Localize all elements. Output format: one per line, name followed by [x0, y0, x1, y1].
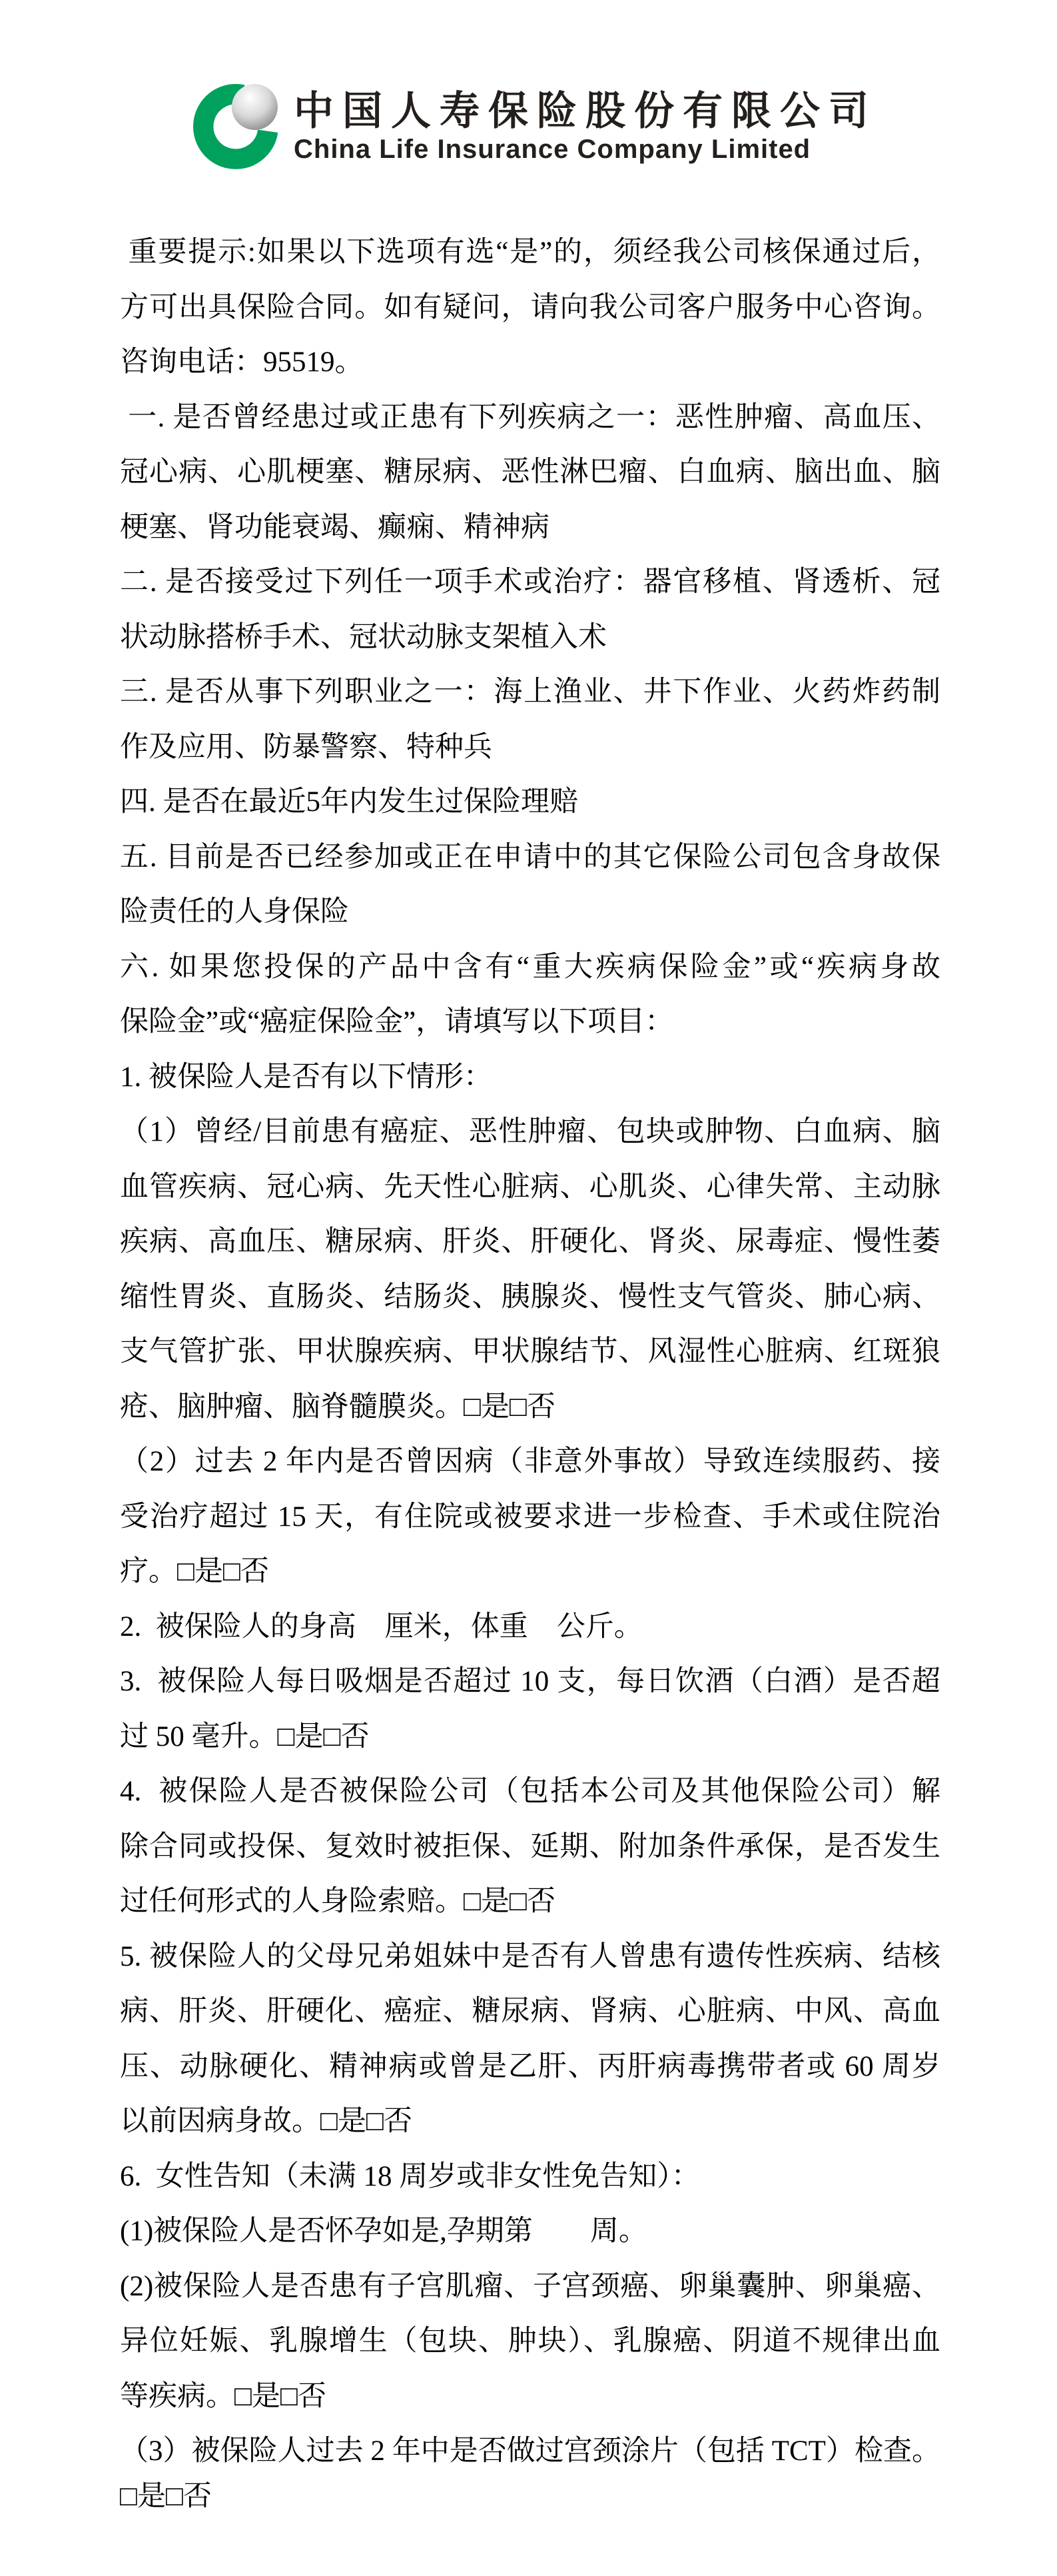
china-life-logo: [192, 83, 280, 171]
document-line: 病、肝炎、肝硬化、癌症、糖尿病、肾病、心脏病、中风、高血: [120, 1996, 940, 2027]
document-line: 支气管扩张、甲状腺疾病、甲状腺结节、风湿性心脏病、红斑狼: [120, 1336, 940, 1367]
document-line: 二. 是否接受过下列任一项手术或治疗：器官移植、肾透析、冠: [120, 566, 940, 598]
document-line: 四. 是否在最近5年内发生过保险理赔: [120, 786, 578, 818]
document-line: 2. 被保险人的身高 厘米，体重 公斤。: [120, 1610, 643, 1642]
document-line: 状动脉搭桥手术、冠状动脉支架植入术: [120, 621, 607, 653]
document-line: 6. 女性告知（未满 18 周岁或非女性免告知）：: [120, 2160, 700, 2192]
document-line: 疾病、高血压、糖尿病、肝炎、肝硬化、肾炎、尿毒症、慢性萎: [120, 1226, 940, 1257]
document-line: 缩性胃炎、直肠炎、结肠炎、胰腺炎、慢性支气管炎、肺心病、: [120, 1281, 940, 1313]
document-line: (2)被保险人是否患有子宫肌瘤、子宫颈癌、卵巢囊肿、卵巢癌、: [120, 2270, 940, 2302]
document-line: 疗。□是□否: [120, 1556, 269, 1587]
document-line: （1）曾经/目前患有癌症、恶性肿瘤、包块或肿物、白血病、脑: [120, 1116, 940, 1147]
company-name-en: China Life Insurance Company Limited: [294, 135, 811, 164]
document-line: 血管疾病、冠心病、先天性心脏病、心肌炎、心律失常、主动脉: [120, 1171, 940, 1203]
company-name-zh: 中国人寿保险股份有限公司: [294, 89, 877, 133]
china-life-logo-graphic: [192, 83, 280, 171]
document-line: 咨询电话：95519。: [120, 346, 364, 378]
document-line: 冠心病、心肌梗塞、糖尿病、恶性淋巴瘤、白血病、脑出血、脑: [120, 456, 940, 488]
document-line: （2）过去 2 年内是否曾因病（非意外事故）导致连续服药、接: [120, 1446, 940, 1477]
document-line: 疮、脑肿瘤、脑脊髓膜炎。□是□否: [120, 1391, 555, 1423]
questionnaire-text: [120, 225, 940, 2514]
document-line: 一. 是否曾经患过或正患有下列疾病之一：恶性肿瘤、高血压、: [120, 401, 940, 433]
document-line: 重要提示:如果以下选项有选“是”的，须经我公司核保通过后，: [120, 237, 940, 268]
document-line: （3）被保险人过去 2 年中是否做过宫颈涂片（包括 TCT）检查。: [120, 2435, 940, 2467]
document-line: 异位妊娠、乳腺增生（包块、肿块）、乳腺癌、阴道不规律出血: [120, 2325, 940, 2357]
document-line: 梗塞、肾功能衰竭、癫痫、精神病: [120, 511, 549, 543]
document-line: 5. 被保险人的父母兄弟姐妹中是否有人曾患有遗传性疾病、结核: [120, 1940, 940, 1972]
document-line: (1)被保险人是否怀孕如是,孕期第 周。: [120, 2216, 647, 2247]
company-title-block: [294, 89, 877, 163]
document-line: 等疾病。□是□否: [120, 2380, 326, 2412]
document-line: 受治疗超过 15 天，有住院或被要求进一步检查、手术或住院治: [120, 1501, 940, 1533]
document-line: 过任何形式的人身险索赔。□是□否: [120, 1886, 555, 1917]
document-line: 方可出具保险合同。如有疑问，请向我公司客户服务中心咨询。: [120, 291, 940, 323]
document-line: 4. 被保险人是否被保险公司（包括本公司及其他保险公司）解: [120, 1776, 940, 1807]
document-line: 以前因病身故。□是□否: [120, 2106, 412, 2137]
document-line: □是□否: [120, 2480, 212, 2512]
logo-silver-sphere: [232, 84, 278, 130]
document-line: 保险金”或“癌症保险金”，请填写以下项目：: [120, 1006, 674, 1037]
document-line: 压、动脉硬化、精神病或曾是乙肝、丙肝病毒携带者或 60 周岁: [120, 2050, 940, 2082]
document-line: 险责任的人身保险: [120, 896, 349, 928]
document-line: 3. 被保险人每日吸烟是否超过 10 支，每日饮酒（白酒）是否超: [120, 1666, 940, 1697]
document-line: 六. 如果您投保的产品中含有“重大疾病保险金”或“疾病身故: [120, 951, 940, 983]
document-line: 五. 目前是否已经参加或正在申请中的其它保险公司包含身故保: [120, 841, 940, 873]
document-line: 三. 是否从事下列职业之一：海上渔业、井下作业、火药炸药制: [120, 676, 940, 708]
document-line: 作及应用、防暴警察、特种兵: [120, 731, 492, 763]
document-line: 过 50 毫升。□是□否: [120, 1720, 370, 1752]
document-line: 除合同或投保、复效时被拒保、延期、附加条件承保，是否发生: [120, 1830, 940, 1862]
document-line: 1. 被保险人是否有以下情形：: [120, 1061, 492, 1093]
